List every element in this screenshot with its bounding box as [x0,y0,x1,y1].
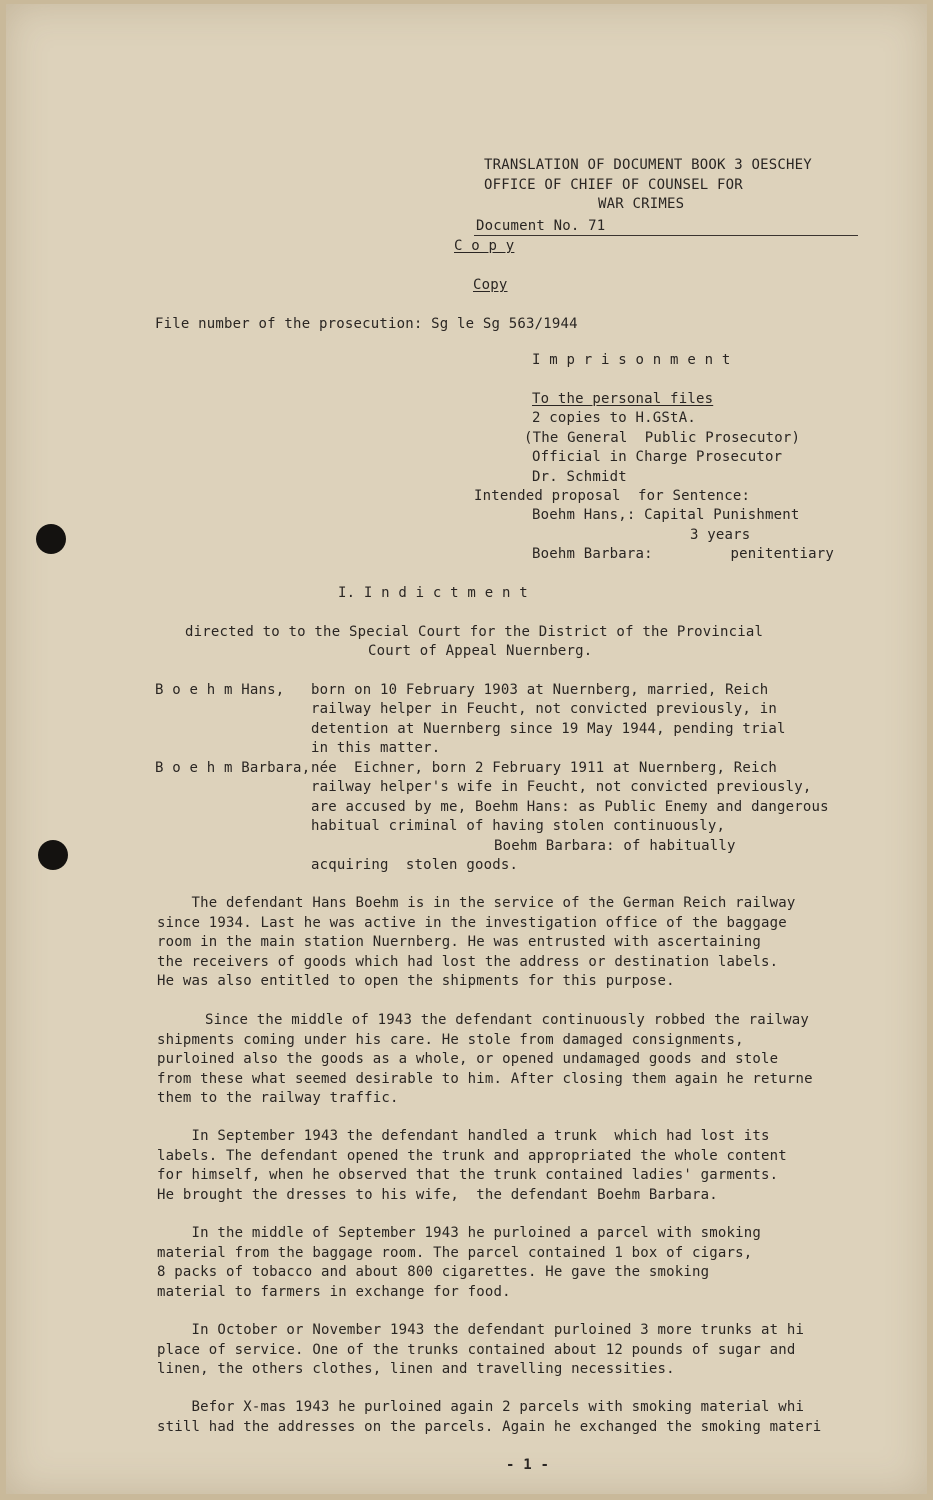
routing-line-4: Official in Charge Prosecutor [532,449,783,465]
paragraph-line: 8 packs of tobacco and about 800 cigarettes. He gave the smoking [157,1264,710,1280]
paragraph-line: still had the addresses on the parcels. Again he exchanged the smoking materi [157,1418,822,1435]
body-paragraph [157,1127,787,1205]
routing-line-1: To the personal files [532,391,714,407]
paragraph-line: In October or November 1943 the defendant purloined 3 more trunks at hi [157,1322,805,1338]
document-number: Document No. 71 [476,218,606,234]
defendant-barbara-line: acquiring stolen goods. [311,857,519,873]
body-paragraph [157,894,796,992]
indictment-title: I. I n d i c t m e n t [338,585,528,601]
defendant-barbara-line: habitual criminal of having stolen continuously, [311,818,726,834]
routing-line-3: (The General Public Prosecutor) [524,430,801,446]
intended-proposal: Intended proposal for Sentence: [474,488,751,504]
paragraph-line: for himself, when he observed that the trunk contained ladies' garments. [157,1167,779,1183]
body-paragraph [157,1398,821,1437]
defendant-hans-line: in this matter. [311,740,441,756]
proposal-boehm-barbara: Boehm Barbara: penitentiary [532,546,835,562]
directed-line-1: directed to to the Special Court for the District of the Provincial [185,624,764,640]
page-number: - 1 - [506,1457,550,1473]
body-paragraph [157,1321,804,1380]
paragraph-line: Befor X-mas 1943 he purloined again 2 parcels with smoking material whi [157,1399,805,1415]
paragraph-line: place of service. One of the trunks contained about 12 pounds of sugar and [157,1341,796,1358]
paragraph-line: In the middle of September 1943 he purloined a parcel with smoking [157,1225,762,1241]
copy-label-spaced: C o p y [454,238,515,254]
paragraph-line: room in the main station Nuernberg. He was entrusted with ascertaining [157,934,762,950]
header-line-3: WAR CRIMES [598,196,685,212]
body-paragraph [157,1011,813,1109]
body-paragraph [157,1224,761,1302]
routing-line-5: Dr. Schmidt [532,469,627,485]
imprisonment-title: I m p r i s o n m e n t [532,352,731,368]
paragraph-line: linen, the others clothes, linen and travelling necessities. [157,1361,675,1377]
defendant-barbara-line: railway helper's wife in Feucht, not convicted previously, [311,779,812,795]
punch-hole [36,524,66,554]
defendant-barbara-line: née Eichner, born 2 February 1911 at Nuernberg, Reich [311,760,777,776]
file-number: File number of the prosecution: Sg le Sg 563/1944 [155,316,578,332]
paragraph-line: shipments coming under his care. He stole from damaged consignments, [157,1031,744,1048]
proposal-boehm-hans: Boehm Hans,: Capital Punishment [532,507,800,523]
paragraph-line: He brought the dresses to his wife, the defendant Boehm Barbara. [157,1186,718,1203]
paragraph-line: material from the baggage room. The parcel contained 1 box of cigars, [157,1244,753,1261]
header-rule [474,235,858,236]
paragraph-line: Since the middle of 1943 the defendant continuously robbed the railway [205,1012,810,1028]
defendant-barbara-line: are accused by me, Boehm Hans: as Public Enemy and dangerous [311,799,829,815]
defendant-hans-line: born on 10 February 1903 at Nuernberg, married, Reich [311,682,769,698]
paragraph-line: In September 1943 the defendant handled a trunk which had lost its [157,1128,770,1144]
defendant-barbara-line: Boehm Barbara: of habitually [494,838,736,854]
paragraph-line: labels. The defendant opened the trunk and appropriated the whole content [157,1147,787,1164]
defendant-hans-line: railway helper in Feucht, not convicted previously, in [311,701,777,717]
paragraph-line: from these what seemed desirable to him. After closing them again he returne [157,1070,813,1087]
paragraph-line: the receivers of goods which had lost the address or destination labels. [157,953,779,970]
defendant-name-barbara: B o e h m Barbara, [155,760,311,776]
defendant-name-hans: B o e h m Hans, [155,682,285,698]
proposal-years: 3 years [690,527,751,543]
paragraph-line: material to farmers in exchange for food. [157,1283,511,1300]
defendant-hans-line: detention at Nuernberg since 19 May 1944, pending trial [311,721,786,737]
paragraph-line: them to the railway traffic. [157,1090,399,1106]
paragraph-line: He was also entitled to open the shipments for this purpose. [157,973,675,989]
directed-line-2: Court of Appeal Nuernberg. [368,643,593,659]
document-page [6,4,927,1494]
header-line-1: TRANSLATION OF DOCUMENT BOOK 3 OESCHEY [484,157,812,173]
routing-line-2: 2 copies to H.GStA. [532,410,696,426]
copy-label: Copy [473,277,508,293]
punch-hole [38,840,68,870]
paragraph-line: purloined also the goods as a whole, or opened undamaged goods and stole [157,1051,779,1067]
paragraph-line: since 1934. Last he was active in the investigation office of the baggage [157,914,787,931]
paragraph-line: The defendant Hans Boehm is in the service of the German Reich railway [157,895,796,911]
header-line-2: OFFICE OF CHIEF OF COUNSEL FOR [484,177,743,193]
